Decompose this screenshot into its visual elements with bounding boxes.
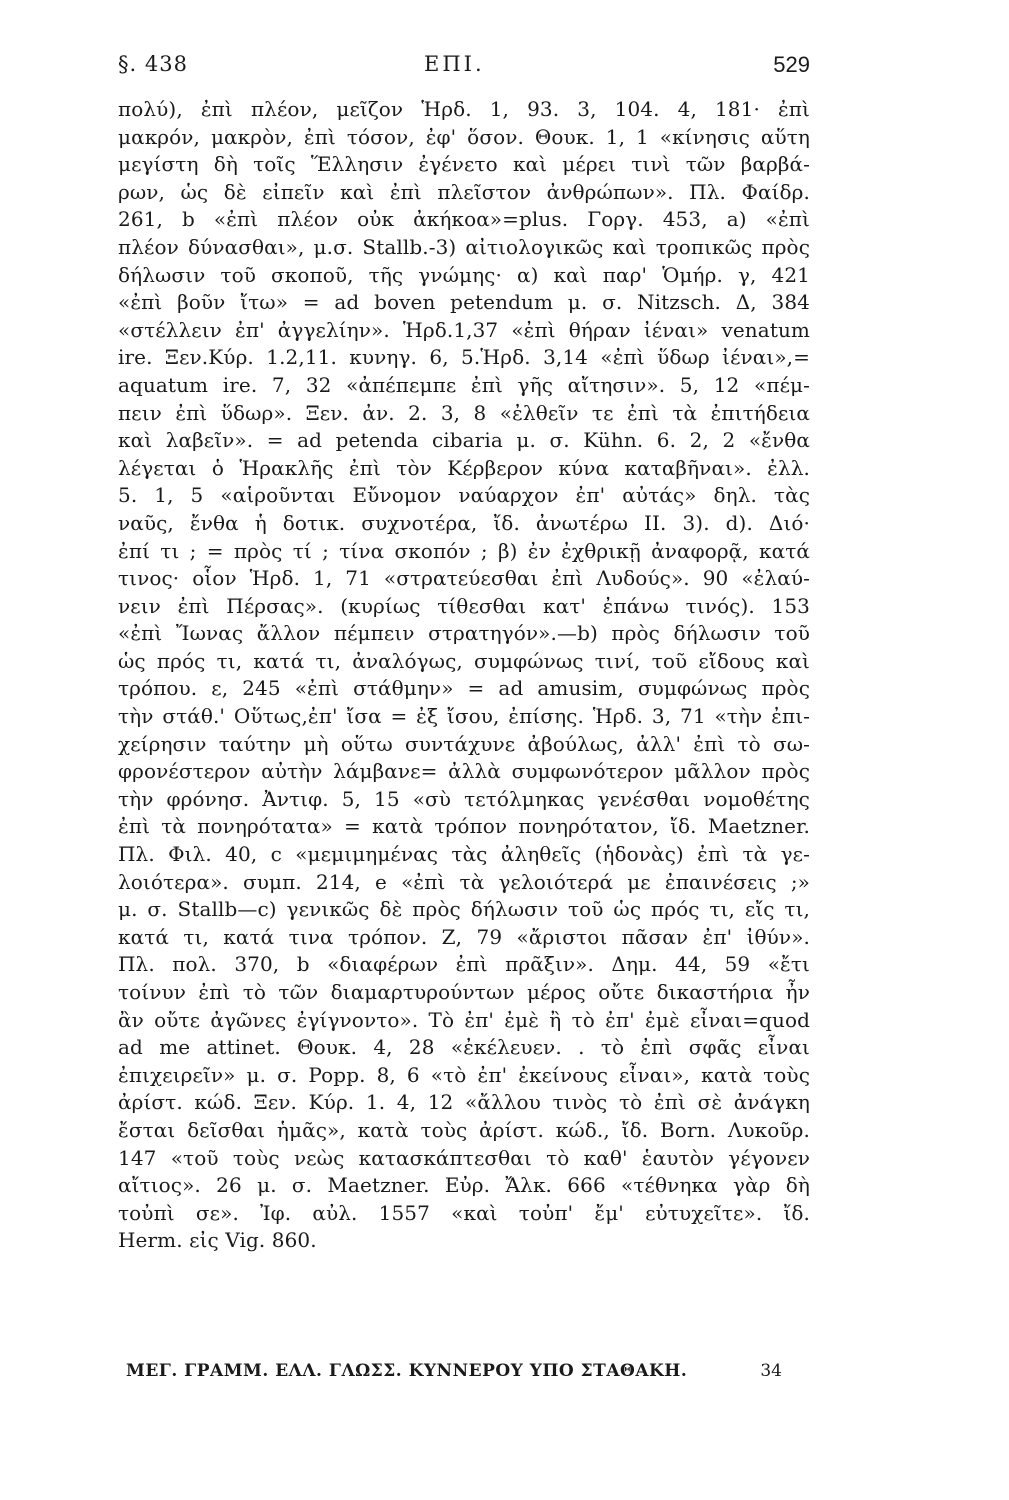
running-head [118, 52, 810, 82]
text-line: ἂν οὔτε ἀγῶνες ἐγίγνοντο». Τὸ ἐπ' ἐμὲ ἢ τὸ ἐπ' ἐμὲ εἶναι=quod [118, 1007, 810, 1032]
text-line: φρονέστερον αὐτὴν λάμβανε= ἀλλὰ συμφωνότερον μᾶλλον πρὸς [118, 759, 810, 784]
text-line: πλέον δύνασθαι», μ.σ. Stallb.-3) αἰτιολογικῶς καὶ τροπικῶς πρὸς [118, 234, 810, 259]
text-line: τινος· οἷον Ἡρδ. 1, 71 «στρατεύεσθαι ἐπὶ Λυδούς». 90 «ἐλαύ- [118, 566, 810, 591]
text-line: πολύ), ἐπὶ πλέον, μεῖζον Ἡρδ. 1, 93. 3, 104. 4, 181· ἐπὶ [118, 97, 810, 121]
text-line: ἀρίστ. κώδ. Ξεν. Κύρ. 1. 4, 12 «ἄλλου τινὸς τὸ ἐπὶ σὲ ἀνάγκη [118, 1090, 810, 1115]
text-line: κατά τι, κατά τινα τρόπον. Ζ, 79 «ἄριστοι πᾶσαν ἐπ' ἰθύν». [118, 924, 810, 949]
text-line: ad me attinet. Θουκ. 4, 28 «ἐκέλευεν. . τὸ ἐπὶ σφᾶς εἶναι [118, 1035, 810, 1060]
text-line: 261, b «ἐπὶ πλέον οὐκ ἀκήκοα»=plus. Γοργ. 453, a) «ἐπὶ [118, 207, 810, 232]
page-number: 529 [773, 52, 810, 77]
body-text [118, 96, 810, 1255]
page-title: ΕΠΙ. [424, 52, 485, 76]
text-line: τὴν φρόνησ. Ἀντιφ. 5, 15 «σὺ τετόλμηκας γενέσθαι νομοθέτης [118, 786, 810, 811]
text-line: 5. 1, 5 «αἱροῦνται Εὔνομον ναύαρχον ἐπ' αὐτάς» δηλ. τὰς [118, 483, 810, 508]
text-line: τοὐπὶ σε». Ἰφ. αὐλ. 1557 «καὶ τοὐπ' ἔμ' εὐτυχεῖτε». ἴδ. [118, 1200, 810, 1225]
text-line: aquatum ire. 7, 32 «ἀπέπεμπε ἐπὶ γῆς αἴτησιν». 5, 12 «πέμ- [118, 372, 810, 397]
text-line: Πλ. πολ. 370, b «διαφέρων ἐπὶ πρᾶξιν». Δημ. 44, 59 «ἔτι [118, 952, 810, 977]
text-line: νειν ἐπὶ Πέρσας». (κυρίως τίθεσθαι κατ' ἐπάνω τινός). 153 [118, 593, 810, 618]
text-line: Πλ. Φιλ. 40, c «μεμιμημένας τὰς ἀληθεῖς (ἡδονὰς) ἐπὶ τὰ γε- [118, 842, 810, 867]
text-line: «ἐπὶ βοῦν ἴτω» = ad boven petendum μ. σ. Nitzsch. Δ, 384 [118, 290, 810, 315]
text-line: «ἐπὶ Ἴωνας ἄλλον πέμπειν στρατηγόν».—b) πρὸς δήλωσιν τοῦ [118, 621, 810, 646]
text-line: μ. σ. Stallb—c) γενικῶς δὲ πρὸς δήλωσιν τοῦ ὡς πρός τι, εἴς τι, [118, 897, 810, 922]
text-line: λοιότερα». συμπ. 214, e «ἐπὶ τὰ γελοιότερά με ἐπαινέσεις ;» [118, 869, 810, 894]
text-line: 147 «τοῦ τοὺς νεὼς κατασκάπτεσθαι τὸ καθ' ἑαυτὸν γέγονεν [118, 1145, 810, 1170]
text-line: δήλωσιν τοῦ σκοποῦ, τῆς γνώμης· α) καὶ παρ' Ὁμήρ. γ, 421 [118, 262, 810, 287]
footer [118, 1361, 810, 1387]
section-number: §. 438 [118, 52, 188, 76]
text-line: καὶ λαβεῖν». = ad petenda cibaria μ. σ. Kühn. 6. 2, 2 «ἔνθα [118, 428, 810, 453]
text-line: ire. Ξεν.Κύρ. 1.2,11. κυνηγ. 6, 5.Ἡρδ. 3,14 «ἐπὶ ὕδωρ ἰέναι»,= [118, 345, 810, 370]
text-line: «στέλλειν ἐπ' ἀγγελίην». Ἡρδ.1,37 «ἐπὶ θήραν ἰέναι» venatum [118, 317, 810, 342]
text-line: λέγεται ὁ Ἡρακλῆς ἐπὶ τὸν Κέρβερον κύνα καταβῆναι». ἐλλ. [118, 455, 810, 480]
text-line: μεγίστη δὴ τοῖς Ἕλλησιν ἐγένετο καὶ μέρει τινὶ τῶν βαρβά- [118, 152, 810, 177]
text-line: τοίνυν ἐπὶ τὸ τῶν διαμαρτυρούντων μέρος οὔτε δικαστήρια ἦν [118, 980, 810, 1004]
text-line: χείρησιν ταύτην μὴ οὕτω συντάχυνε ἀβούλως, ἀλλ' ἐπὶ τὸ σω- [118, 731, 810, 756]
text-line: πειν ἐπὶ ὕδωρ». Ξεν. ἀν. 2. 3, 8 «ἐλθεῖν τε ἐπὶ τὰ ἐπιτήδεια [118, 400, 810, 425]
text-line: ναῦς, ἔνθα ἡ δοτικ. συχνοτέρα, ἴδ. ἀνωτέρω II. 3). d). Διό· [118, 510, 810, 535]
text-line: τρόπου. ε, 245 «ἐπὶ στάθμην» = ad amusim, συμφώνως πρὸς [118, 676, 810, 701]
text-line: μακρόν, μακρὸν, ἐπὶ τόσον, ἐφ' ὅσον. Θουκ. 1, 1 «κίνησις αὕτη [118, 124, 810, 149]
text-line: ὡς πρός τι, κατά τι, ἀναλόγως, συμφώνως τινί, τοῦ εἴδους καὶ [118, 648, 810, 673]
text-line: αἴτιος». 26 μ. σ. Maetzner. Εὐρ. Ἄλκ. 666 «τέθνηκα γὰρ δὴ [118, 1173, 810, 1198]
text-line: ἐπί τι ; = πρὸς τί ; τίνα σκοπόν ; β) ἐν ἐχθρικῇ ἀναφορᾷ, κατά [118, 538, 810, 563]
text-line: ἐπὶ τὰ πονηρότατα» = κατὰ τρόπον πονηρότατον, ἴδ. Maetzner. [118, 814, 810, 839]
text-line: τὴν στάθ.' Οὕτως,ἐπ' ἴσα = ἐξ ἴσου, ἐπίσης. Ἡρδ. 3, 71 «τὴν ἐπι- [118, 704, 810, 729]
text-line: ἐπιχειρεῖν» μ. σ. Popp. 8, 6 «τὸ ἐπ' ἐκείνους εἶναι», κατὰ τοὺς [118, 1062, 810, 1087]
text-line: ρων, ὡς δὲ εἰπεῖν καὶ ἐπὶ πλεῖστον ἀνθρώπων». Πλ. Φαίδρ. [118, 179, 810, 204]
footer-imprint: ΜΕΓ. ΓΡΑΜΜ. ΕΛΛ. ΓΛΩΣΣ. ΚΥΝΝΕΡΟΥ ΥΠΟ ΣΤΑΘΑΚΗ. [126, 1361, 688, 1381]
text-line: Herm. εἰς Vig. 860. [118, 1228, 317, 1253]
text-line: ἔσται δεῖσθαι ἡμᾶς», κατὰ τοὺς ἀρίστ. κώδ., ἴδ. Born. Λυκοῦρ. [118, 1117, 810, 1142]
signature-mark: 34 [760, 1361, 782, 1381]
